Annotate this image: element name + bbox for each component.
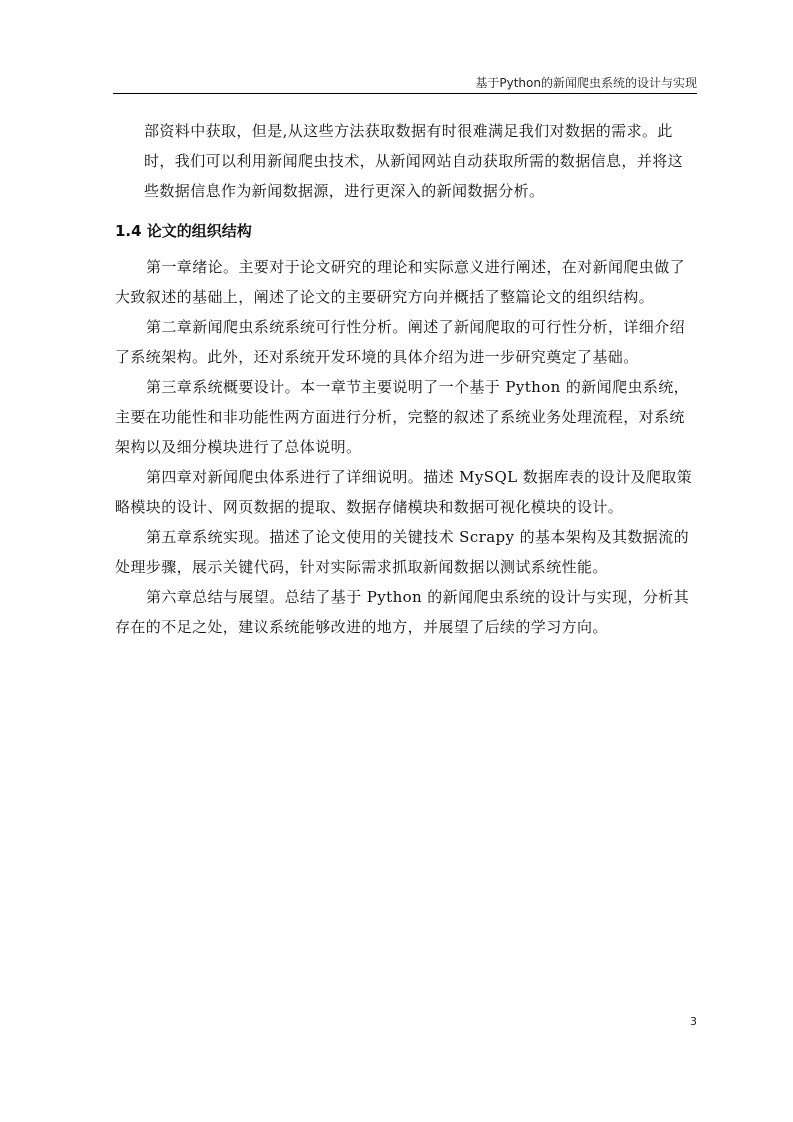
text-line: 第四章对新闻爬虫体系进行了详细说明。描述 MySQL 数据库表的设计及爬取策 bbox=[146, 468, 693, 486]
text-line: 第三章系统概要设计。本一章节主要说明了一个基于 Python 的新闻爬虫系统， bbox=[146, 378, 690, 396]
paragraph-chapter-3 bbox=[115, 372, 699, 462]
paragraph-chapter-6 bbox=[115, 582, 699, 642]
text-line: 主要在功能性和非功能性两方面进行分析，完整的叙述了系统业务处理流程，对系统 bbox=[115, 408, 685, 426]
paragraph-chapter-4 bbox=[115, 462, 699, 522]
text-line: 第二章新闻爬虫系统系统可行性分析。阐述了新闻爬取的可行性分析，详细介绍 bbox=[146, 318, 686, 336]
running-header: 基于Python的新闻爬虫系统的设计与实现 bbox=[475, 76, 697, 90]
text-line: 第一章绪论。主要对于论文研究的理论和实际意义进行阐述，在对新闻爬虫做了 bbox=[146, 258, 686, 276]
paragraph-chapter-1 bbox=[115, 252, 699, 312]
text-line: 存在的不足之处，建议系统能够改进的地方，并展望了后续的学习方向。 bbox=[115, 618, 608, 636]
section-heading: 1.4 论文的组织结构 bbox=[115, 222, 252, 240]
page-number: 3 bbox=[690, 1015, 697, 1028]
text-line: 些数据信息作为新闻数据源，进行更深入的新闻数据分析。 bbox=[144, 182, 545, 200]
text-line: 略模块的设计、网页数据的提取、数据存储模块和数据可视化模块的设计。 bbox=[115, 498, 624, 516]
text-line: 部资料中获取，但是,从这些方法获取数据有时很难满足我们对数据的需求。此 bbox=[144, 122, 673, 140]
page-body bbox=[115, 116, 699, 642]
continuation-paragraph bbox=[115, 116, 699, 206]
text-line: 第六章总结与展望。总结了基于 Python 的新闻爬虫系统的设计与实现，分析其 bbox=[146, 588, 690, 606]
text-line: 时，我们可以利用新闻爬虫技术，从新闻网站自动获取所需的数据信息，并将这 bbox=[144, 152, 684, 170]
text-line: 大致叙述的基础上，阐述了论文的主要研究方向并概括了整篇论文的组织结构。 bbox=[115, 288, 655, 306]
text-line: 架构以及细分模块进行了总体说明。 bbox=[115, 438, 362, 456]
text-line: 了系统架构。此外，还对系统开发环境的具体介绍为进一步研究奠定了基础。 bbox=[115, 348, 639, 366]
paragraph-chapter-2 bbox=[115, 312, 699, 372]
paragraph-chapter-5 bbox=[115, 522, 699, 582]
text-line: 处理步骤，展示关键代码，针对实际需求抓取新闻数据以测试系统性能。 bbox=[115, 558, 608, 576]
header-rule bbox=[113, 93, 697, 94]
text-line: 第五章系统实现。描述了论文使用的关键技术 Scrapy 的基本架构及其数据流的 bbox=[146, 528, 690, 546]
